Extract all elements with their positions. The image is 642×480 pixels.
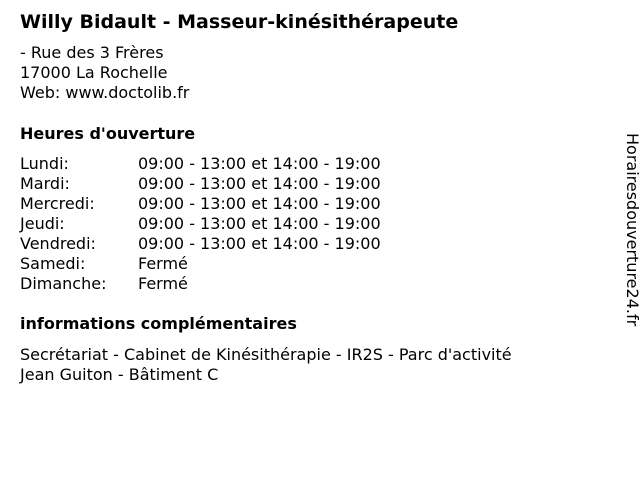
opening-hours-table <box>20 154 381 294</box>
address-city: 17000 La Rochelle <box>20 63 168 82</box>
day-label: Jeudi: <box>20 214 65 233</box>
hours-value: 09:00 - 13:00 et 14:00 - 19:00 <box>138 174 381 193</box>
hours-row-friday <box>20 234 381 254</box>
additional-info-heading: informations complémentaires <box>20 314 297 333</box>
hours-row-saturday <box>20 254 381 274</box>
hours-row-tuesday <box>20 174 381 194</box>
additional-info-text <box>20 345 580 385</box>
website-line: Web: www.doctolib.fr <box>20 83 190 102</box>
hours-row-sunday <box>20 274 381 294</box>
day-label: Samedi: <box>20 254 86 273</box>
opening-hours-heading: Heures d'ouverture <box>20 124 196 143</box>
hours-value: 09:00 - 13:00 et 14:00 - 19:00 <box>138 154 381 173</box>
address-block <box>20 43 189 103</box>
business-title: Willy Bidault - Masseur-kinésithérapeute <box>20 11 459 33</box>
hours-value: Fermé <box>138 274 188 293</box>
additional-info-line: Jean Guiton - Bâtiment C <box>20 365 219 384</box>
hours-value: 09:00 - 13:00 et 14:00 - 19:00 <box>138 194 381 213</box>
hours-row-monday <box>20 154 381 174</box>
day-label: Mardi: <box>20 174 70 193</box>
hours-row-wednesday <box>20 194 381 214</box>
hours-value: Fermé <box>138 254 188 273</box>
day-label: Lundi: <box>20 154 69 173</box>
day-label: Dimanche: <box>20 274 107 293</box>
hours-value: 09:00 - 13:00 et 14:00 - 19:00 <box>138 214 381 233</box>
address-street: - Rue des 3 Frères <box>20 43 164 62</box>
hours-row-thursday <box>20 214 381 234</box>
day-label: Vendredi: <box>20 234 96 253</box>
hours-value: 09:00 - 13:00 et 14:00 - 19:00 <box>138 234 381 253</box>
additional-info-line: Secrétariat - Cabinet de Kinésithérapie - IR2S - Parc d'activité <box>20 345 512 364</box>
side-brand-text: Horairesdouverture24.fr <box>623 133 642 327</box>
day-label: Mercredi: <box>20 194 95 213</box>
